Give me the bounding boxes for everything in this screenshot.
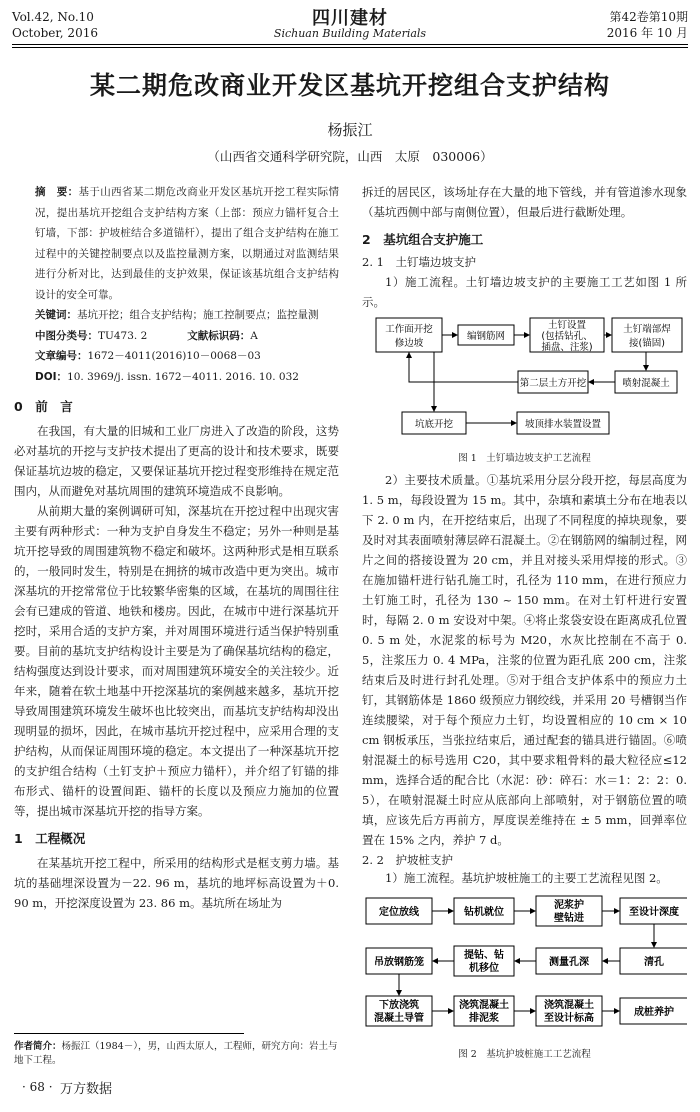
right-column xyxy=(362,182,687,1060)
fig1-node-mesh: 编钢筋网 xyxy=(466,331,506,342)
fig2-node-mud-1: 泥浆护 xyxy=(554,900,584,911)
section-0-body xyxy=(14,421,339,821)
author-affiliation: （山西省交通科学研究院，山西 太原 030006） xyxy=(207,149,493,164)
section-0-heading: 0 前 言 xyxy=(14,399,73,414)
fig2-node-lift-1: 提钻、钻 xyxy=(464,950,504,961)
fig2-node-mud-2: 壁钻进 xyxy=(554,913,584,924)
fig1-node-excavate-1: 工作面开挖 xyxy=(385,324,433,335)
doi-label: DOI： xyxy=(35,370,68,383)
section-0-para-2: 从前期大量的案例调研可知，深基坑在开挖过程中出现灾害主要有两种形式：一种为支护自身发生不稳定；另外一种则是基坑开挖导致的周围建筑物不稳定和破坏。这两种形式是相互联系的，一般同时发生，特别是在拥挤的城市改造中更为突出。城市深基坑的开挖常常位于比较繁华密集的区域，在基坑的周围往往会有已建成的管道、地铁和楼房。因此，在城市中进行深基坑开挖时，采用合适的支护方案，并对周围环境进行适当保护特别重要。目前的基坑支护结构设计主要是为了确保基坑结构的稳定，结构强度达到设计要求，而对周围建筑环境安全的关注较少。近年来，随着在软土地基中开挖深基坑的案例越来越多，基坑开挖导致周围建筑环境发生破坏也比较突出，而基坑支护结构却没出现明显的损坏，因此，在城市基坑开挖过程中，应采用合理的支护结构，从而保证周围环境的稳定。本文提出了一种深基坑开挖的支护组合结构（土钉支护＋预应力锚杆），并介绍了钉锚的排布形式、锚杆的设置间距、锚杆的长度以及预应力施加的位置等，提出城市深基坑开挖的指导方案。 xyxy=(14,504,339,818)
fig2-node-layout: 定位放线 xyxy=(379,907,419,918)
fig2-node-rig-position: 钻机就位 xyxy=(464,907,504,918)
journal-date-en: October, 2016 xyxy=(12,26,98,40)
fig2-node-measure: 测量孔深 xyxy=(549,957,589,968)
footnote-label: 作者简介： xyxy=(14,1041,62,1052)
section-0-para-1: 在我国，有大量的旧城和工业厂房进入了改造的阶段，这势必对基坑的开挖与支护技术提出了更高的设计和技术要求，既要保证基坑边坡的稳定，又要保证基坑开挖过程变形维持在规定范围内，从而避免对基坑周围的建筑环境造成不良影响。 xyxy=(14,424,339,498)
fig2-node-lift-2: 机移位 xyxy=(469,963,499,974)
subsection-2-1-title: 2. 1 土钉墙边坡支护 xyxy=(362,255,476,269)
fig1-node-nail-1: 土钉设置 xyxy=(547,320,587,331)
abstract-label: 摘 要： xyxy=(35,186,79,198)
fig2-node-elev-2: 至设计标高 xyxy=(544,1013,594,1024)
journal-logo: 四川建材 xyxy=(312,8,388,29)
footnote-rule xyxy=(14,1033,244,1034)
fig2-node-cage: 吊放钢筋笼 xyxy=(374,957,424,968)
fig1-node-drainage: 坡顶排水装置设置 xyxy=(524,419,602,430)
journal-date-cn: 2016 年 10 月 xyxy=(606,26,688,40)
subsection-2-1-intro xyxy=(362,272,687,312)
page-number: · 68 · xyxy=(22,1080,53,1094)
subsection-2-1-para-2: 2）主要技术质量。①基坑采用分层分段开挖，每层高度为 1. 5 m，每段设置为 15 m。其中，杂填和素填土分布在地表以下 2. 0 m 内，在开挖结束后，出现了不同程度的掉块现象，要及时对其表面喷射薄层碎石混凝土。②在钢筋网的编制过程，网片之间的搭接设置为 20 cm，并且对接头采用焊接的形式。③在施加锚杆进行钻孔施工时，孔径为 110 mm，在进行预应力土钉施工时，孔径为 130 ~ 150 mm。在对土钉杆进行安置时，每隔 2. 0 m 安设对中架。④将止浆袋安设在距离成孔位置 0. 5 m 处，水泥浆的标号为 M20，水灰比控制在不高于 0. 5，注浆压力 0. 4 MPa，注浆的位置为距孔底 200 cm，注浆结束后及时进行封孔处理。⑤对于组合支护体系中的预应力土钉，其钢筋体是 1860 级预应力钢绞线，并采用 20 号槽钢当作连续腰梁，对于每个预应力土钉，均设置相应的 10 cm × 10 cm 钢板承压，当张拉结束后，通过配套的锚具进行锚固。⑥喷射混凝土的标号选用 C20，其中要求粗骨料的最大粒径应≤12 mm，选择合适的配合比（水泥：砂：碎石：水＝1：2：2：0. 5），在喷射混凝土时应从底部向上部喷射，对于钢筋位置的喷填，应该先后方再前方，厚度误差维持在 ± 5 mm，回弹率位置在 15% 之内，养护 7 d。 xyxy=(362,473,687,847)
paper-title: 某二期危改商业开发区基坑开挖组合支护结构 xyxy=(89,71,610,100)
abstract xyxy=(14,182,339,305)
section-1-continued xyxy=(362,182,687,222)
header-rule xyxy=(12,44,688,45)
clc-value: TU473. 2 xyxy=(98,329,148,342)
fig2-node-elev-1: 浇筑混凝土 xyxy=(544,1000,594,1011)
author-name: 杨振江 xyxy=(327,121,373,139)
section-2-heading: 2 基坑组合支护施工 xyxy=(362,232,484,247)
keywords xyxy=(14,305,339,387)
figure-1-flowchart xyxy=(362,316,687,448)
fig2-node-tremie-1: 下放浇筑 xyxy=(379,1000,419,1011)
fig2-node-clean: 清孔 xyxy=(644,957,664,968)
fig1-node-pit-bottom: 坑底开挖 xyxy=(414,419,454,430)
section-1-para-1: 在某基坑开挖工程中，所采用的结构形式是框支剪力墙。基坑的基础埋深设置为－22. 96 m，基坑的地坪标高设置为＋0. 90 m，开挖深度设置为 23. 86 m。基坑所在场址为 xyxy=(14,856,339,910)
fig1-node-nail-2: (包括钻孔、 xyxy=(541,331,593,342)
section-1-heading: 1 工程概况 xyxy=(14,831,86,846)
keywords-label: 关键词： xyxy=(35,309,77,321)
subsection-2-2-intro xyxy=(362,868,687,888)
fig1-node-second-layer: 第二层土方开挖 xyxy=(519,378,587,389)
section-1-para-cont: 拆迁的居民区，该场址存在大量的地下管线，并有管道渗水现象（基坑西侧中部与南侧位置），但最后进行截断处理。 xyxy=(362,185,687,219)
journal-volume: Vol.42, No.10 xyxy=(12,10,94,24)
section-1-body xyxy=(14,853,339,913)
article-no-label: 文章编号： xyxy=(35,350,88,362)
subsection-2-1-para-1: 1）施工流程。土钉墙边坡支护的主要施工工艺如图 1 所示。 xyxy=(362,275,687,309)
subsection-2-1-heading xyxy=(362,254,687,270)
doc-code-value: A xyxy=(250,329,258,342)
clc-label: 中图分类号： xyxy=(35,329,98,342)
fig1-node-weld-2: 接(锚固) xyxy=(629,338,665,349)
article-no-value: 1672－4011(2016)10－0068－03 xyxy=(87,350,261,362)
subsection-2-2-para-1: 1）施工流程。基坑护坡桩施工的主要工艺流程见图 2。 xyxy=(385,871,668,885)
watermark-brand: 万方数据 xyxy=(60,1082,113,1097)
figure-1-caption: 图 1 土钉墙边坡支护工艺流程 xyxy=(458,453,591,464)
doi-value: 10. 3969/j. issn. 1672－4011. 2016. 10. 032 xyxy=(67,370,299,383)
fig2-node-design-depth: 至设计深度 xyxy=(629,907,679,918)
subsection-2-2-heading xyxy=(362,852,687,868)
figure-2-flowchart xyxy=(362,894,687,1044)
left-column xyxy=(14,182,339,913)
journal-issue-cn: 第42卷第10期 xyxy=(609,10,688,24)
header-rule-2 xyxy=(12,47,688,48)
subsection-2-1-quality xyxy=(362,470,687,850)
fig1-node-nail-3: 插盘、注浆) xyxy=(541,342,593,353)
fig1-node-shotcrete: 喷射混凝土 xyxy=(622,378,670,389)
doc-code-label: 文献标识码： xyxy=(187,329,251,342)
footnote-text: 杨振江（1984－），男，山西太原人，工程师，研究方向：岩土与地下工程。 xyxy=(14,1041,338,1066)
author-footnote xyxy=(14,1040,339,1068)
keywords-text: 基坑开挖；组合支护结构；施工控制要点；监控量测 xyxy=(77,309,319,321)
fig2-node-pour-1: 浇筑混凝土 xyxy=(459,1000,509,1011)
subsection-2-2-title: 2. 2 护坡桩支护 xyxy=(362,853,453,867)
abstract-text: 基于山西省某二期危改商业开发区基坑开挖工程实际情况，提出基坑开挖组合支护结构方案（上部：预应力锚杆复合土钉墙，下部：护坡桩结合多道锚杆），提出了组合支护结构在施工过程中的关键控制要点以及监控量测方案，以期通过对监测结果进行分析对比，达到最佳的支护效果，保证该基坑组合支护结构设计的安全可靠。 xyxy=(35,186,340,301)
fig2-node-tremie-2: 混凝土导管 xyxy=(374,1013,424,1024)
fig1-node-weld-1: 土钉端部焊 xyxy=(623,324,671,335)
figure-2-caption: 图 2 基坑护坡桩施工工艺流程 xyxy=(458,1049,591,1060)
fig2-node-cure: 成桩养护 xyxy=(634,1007,674,1018)
fig1-node-excavate-2: 修边坡 xyxy=(394,338,424,349)
journal-name-en: Sichuan Building Materials xyxy=(273,27,427,40)
fig2-node-pour-2: 排泥浆 xyxy=(469,1013,499,1024)
